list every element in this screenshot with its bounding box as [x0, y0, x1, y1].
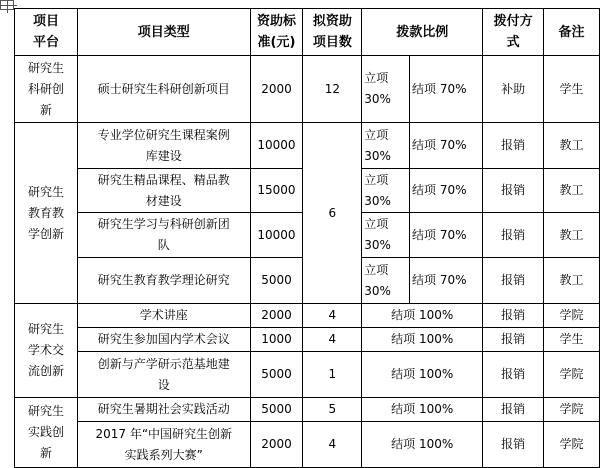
platform-cell: 研究生 科研创 新 — [15, 56, 78, 123]
table-row — [15, 352, 600, 398]
header-count: 拟资助 项目数 — [303, 9, 362, 56]
table-row — [15, 56, 600, 123]
count-cell: 4 — [303, 304, 362, 328]
ratio-final-cell: 结项 70% — [410, 213, 483, 258]
header-amount: 资助标 准(元) — [250, 9, 303, 56]
project-type-cell: 学术讲座 — [77, 304, 250, 328]
header-type: 项目类型 — [77, 9, 250, 56]
platform-cell: 研究生 实践创 新 — [15, 398, 78, 468]
method-cell: 报销 — [483, 304, 544, 328]
platform-cell: 研究生 教育教 学创新 — [15, 123, 78, 304]
count-cell: 4 — [303, 328, 362, 352]
amount-cell: 5000 — [250, 352, 303, 398]
method-cell: 补助 — [483, 56, 544, 123]
ratio-final-cell: 结项 70% — [410, 169, 483, 213]
ratio-cell: 结项 100% — [362, 352, 483, 398]
note-cell: 教工 — [544, 123, 600, 169]
table-row — [15, 398, 600, 422]
project-type-cell: 研究生教育教学理论研究 — [77, 258, 250, 304]
count-cell: 1 — [303, 352, 362, 398]
header-ratio: 拨款比例 — [362, 9, 483, 56]
count-cell: 6 — [303, 123, 362, 304]
ratio-final-cell: 结项 70% — [410, 56, 483, 123]
method-cell: 报销 — [483, 328, 544, 352]
method-cell: 报销 — [483, 398, 544, 422]
header-note: 备注 — [544, 9, 600, 56]
method-cell: 报销 — [483, 123, 544, 169]
amount-cell: 2000 — [250, 422, 303, 468]
note-cell: 学院 — [544, 422, 600, 468]
note-cell: 学院 — [544, 398, 600, 422]
header-method: 拨付方 式 — [483, 9, 544, 56]
amount-cell: 2000 — [250, 304, 303, 328]
count-cell: 4 — [303, 422, 362, 468]
amount-cell: 5000 — [250, 258, 303, 304]
project-type-cell: 硕士研究生科研创新项目 — [77, 56, 250, 123]
amount-cell: 10000 — [250, 123, 303, 169]
ratio-initial-cell: 立项 30% — [362, 213, 410, 258]
count-cell: 12 — [303, 56, 362, 123]
project-type-cell: 研究生精品课程、精品教 材建设 — [77, 169, 250, 213]
ratio-final-cell: 结项 70% — [410, 258, 483, 304]
platform-cell: 研究生 学术交 流创新 — [15, 304, 78, 398]
ratio-initial-cell: 立项 30% — [362, 56, 410, 123]
ratio-cell: 结项 100% — [362, 328, 483, 352]
ratio-initial-cell: 立项 30% — [362, 123, 410, 169]
ratio-cell: 结项 100% — [362, 304, 483, 328]
amount-cell: 10000 — [250, 213, 303, 258]
amount-cell: 15000 — [250, 169, 303, 213]
table-row — [15, 123, 600, 169]
header-row — [15, 9, 600, 56]
method-cell: 报销 — [483, 422, 544, 468]
funding-table — [14, 8, 600, 468]
header-platform: 项目 平台 — [15, 9, 78, 56]
note-cell: 学院 — [544, 304, 600, 328]
table-move-handle-icon[interactable] — [0, 0, 14, 10]
method-cell: 报销 — [483, 352, 544, 398]
method-cell: 报销 — [483, 213, 544, 258]
project-type-cell: 2017 年“中国研究生创新 实践系列大赛” — [77, 422, 250, 468]
project-type-cell: 创新与产学研示范基地建 设 — [77, 352, 250, 398]
project-type-cell: 研究生参加国内学术会议 — [77, 328, 250, 352]
project-type-cell: 研究生学习与科研创新团 队 — [77, 213, 250, 258]
count-cell: 5 — [303, 398, 362, 422]
ratio-cell: 结项 100% — [362, 398, 483, 422]
ratio-cell: 结项 100% — [362, 422, 483, 468]
note-cell: 教工 — [544, 169, 600, 213]
note-cell: 学生 — [544, 328, 600, 352]
note-cell: 学院 — [544, 352, 600, 398]
ratio-initial-cell: 立项 30% — [362, 258, 410, 304]
project-type-cell: 专业学位研究生课程案例 库建设 — [77, 123, 250, 169]
amount-cell: 1000 — [250, 328, 303, 352]
method-cell: 报销 — [483, 169, 544, 213]
method-cell: 报销 — [483, 258, 544, 304]
note-cell: 教工 — [544, 213, 600, 258]
amount-cell: 5000 — [250, 398, 303, 422]
project-type-cell: 研究生暑期社会实践活动 — [77, 398, 250, 422]
amount-cell: 2000 — [250, 56, 303, 123]
table-row — [15, 328, 600, 352]
table-row — [15, 304, 600, 328]
note-cell: 学生 — [544, 56, 600, 123]
ratio-final-cell: 结项 70% — [410, 123, 483, 169]
note-cell: 教工 — [544, 258, 600, 304]
table-row — [15, 422, 600, 468]
ratio-initial-cell: 立项 30% — [362, 169, 410, 213]
